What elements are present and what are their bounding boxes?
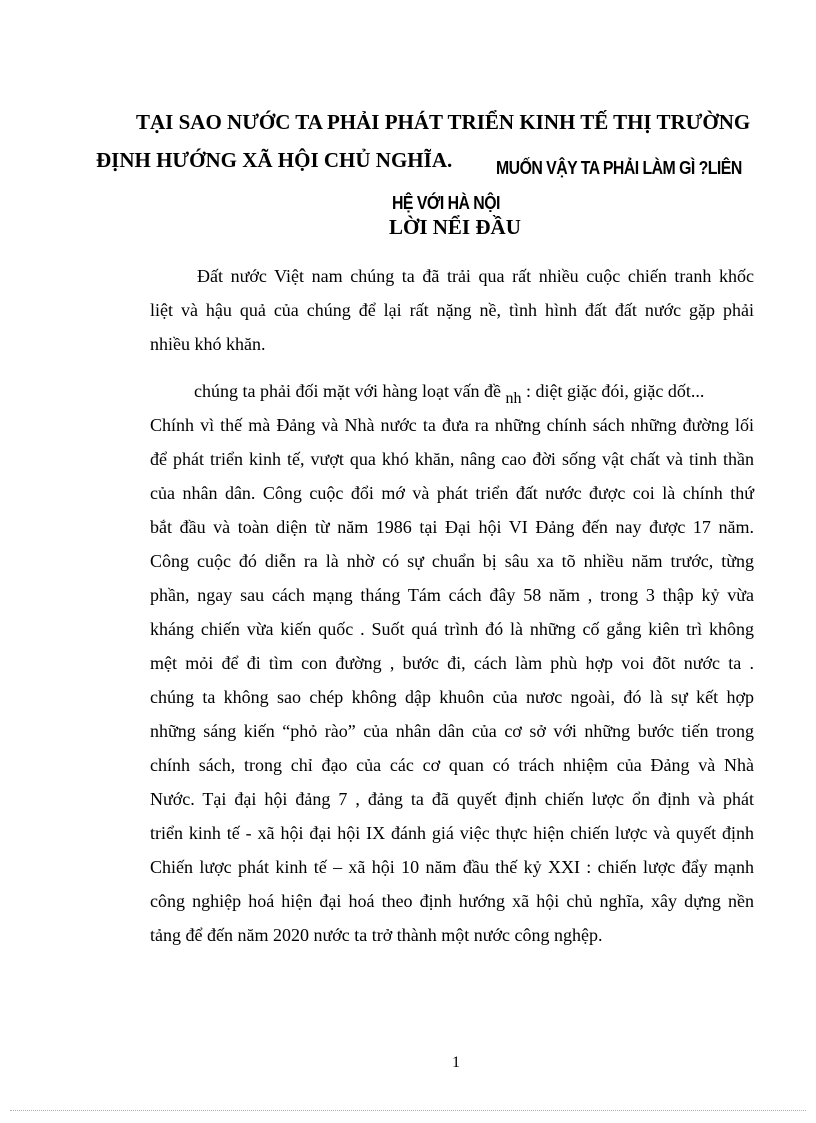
page-bottom-divider <box>10 1110 806 1111</box>
section-heading: LỜI NỂI ĐẦU <box>389 215 521 239</box>
page-number: 1 <box>452 1054 460 1071</box>
paragraph-2-line-5: bắt đầu và toàn diện từ năm 1986 tại Đại hội VI Đảng đến nay được 17 năm. <box>150 517 754 537</box>
paragraph-2-line-2: Chính vì thế mà Đảng và Nhà nước ta đưa ra những chính sách những đường lối <box>150 415 754 435</box>
title-line-2: ĐỊNH HƯỚNG XÃ HỘI CHỦ NGHĨA. <box>96 148 453 172</box>
paragraph-2-line-3: để phát triển kinh tế, vượt qua khó khăn, nâng cao đời sống vật chất và tinh thần <box>150 449 754 469</box>
paragraph-2-line-12: chính sách, trong chỉ đạo của các cơ quan có trách nhiệm của Đảng và Nhà <box>150 755 754 775</box>
paragraph-2-line-15: Chiến lược phát kinh tế – xã hội 10 năm đầu thế kỷ XXI : chiến lược đẩy mạnh <box>150 857 754 877</box>
paragraph-2-line-1 <box>194 379 754 411</box>
paragraph-2-line-1-end: : diệt giặc đói, giặc dốt... <box>525 381 705 401</box>
paragraph-2-line-16: công nghiệp hoá hiện đại hoá theo định hướng xã hội chủ nghĩa, xây dựng nền <box>150 891 754 911</box>
paragraph-2-line-13: Nước. Tại đại hội đảng 7 , đảng ta đã quyết định chiến lược ổn định và phát <box>150 789 754 809</box>
paragraph-2-line-9: mệt mỏi để đi tìm con đường , bước đi, cách làm phù hợp voi đõt nước ta . <box>150 653 754 673</box>
paragraph-2-line-17: tảng để đến năm 2020 nước ta trở thành một nước công nghệp. <box>150 925 603 945</box>
paragraph-2-line-6: Công cuộc đó diễn ra là nhờ có sự chuẩn bị sâu xa tõ nhiều năm trước, từng <box>150 551 754 571</box>
paragraph-2-line-14: triển kinh tế - xã hội đại hội IX đánh giá việc thực hiện chiến lược và quyết định <box>150 823 754 843</box>
title-line-2-continuation: MUỐN VẬY TA PHẢI LÀM GÌ ?LIÊN <box>496 158 742 178</box>
title-line-3: HỆ VỚI HÀ NỘI <box>392 193 500 213</box>
title-line-1: TẠI SAO NƯỚC TA PHẢI PHÁT TRIỂN KINH TẾ THỊ TRƯỜNG <box>136 110 751 134</box>
paragraph-2-line-7: phần, ngay sau cách mạng tháng Tám cách đây 58 năm , trong 3 thập kỷ vừa <box>150 585 754 605</box>
paragraph-2-line-4: của nhân dân. Công cuộc đổi mớ và phát triển đất nước được coi là chính thứ <box>150 483 754 503</box>
paragraph-1-line-1: Đất nước Việt nam chúng ta đã trải qua rất nhiều cuộc chiến tranh khốc <box>197 266 754 286</box>
paragraph-2-line-1-subscript: nh <box>505 390 522 407</box>
paragraph-2-line-11: những sáng kiến “phỏ rào” của nhân dân của cơ sở với những bước tiến trong <box>150 721 754 741</box>
paragraph-1-line-2: liệt và hậu quả của chúng để lại rất nặng nề, tình hình đất đất nước gặp phải <box>150 300 754 320</box>
paragraph-2-line-10: chúng ta không sao chép không dập khuôn của nươc ngoài, đó là sự kết hợp <box>150 687 754 707</box>
paragraph-1-line-3: nhiều khó khăn. <box>150 334 266 354</box>
paragraph-2-line-8: kháng chiến vừa kiến quốc . Suốt quá trình đó là những cố gắng kiên trì không <box>150 619 754 639</box>
paragraph-2-line-1-start: chúng ta phải đối mặt với hàng loạt vấn đề <box>194 381 501 401</box>
